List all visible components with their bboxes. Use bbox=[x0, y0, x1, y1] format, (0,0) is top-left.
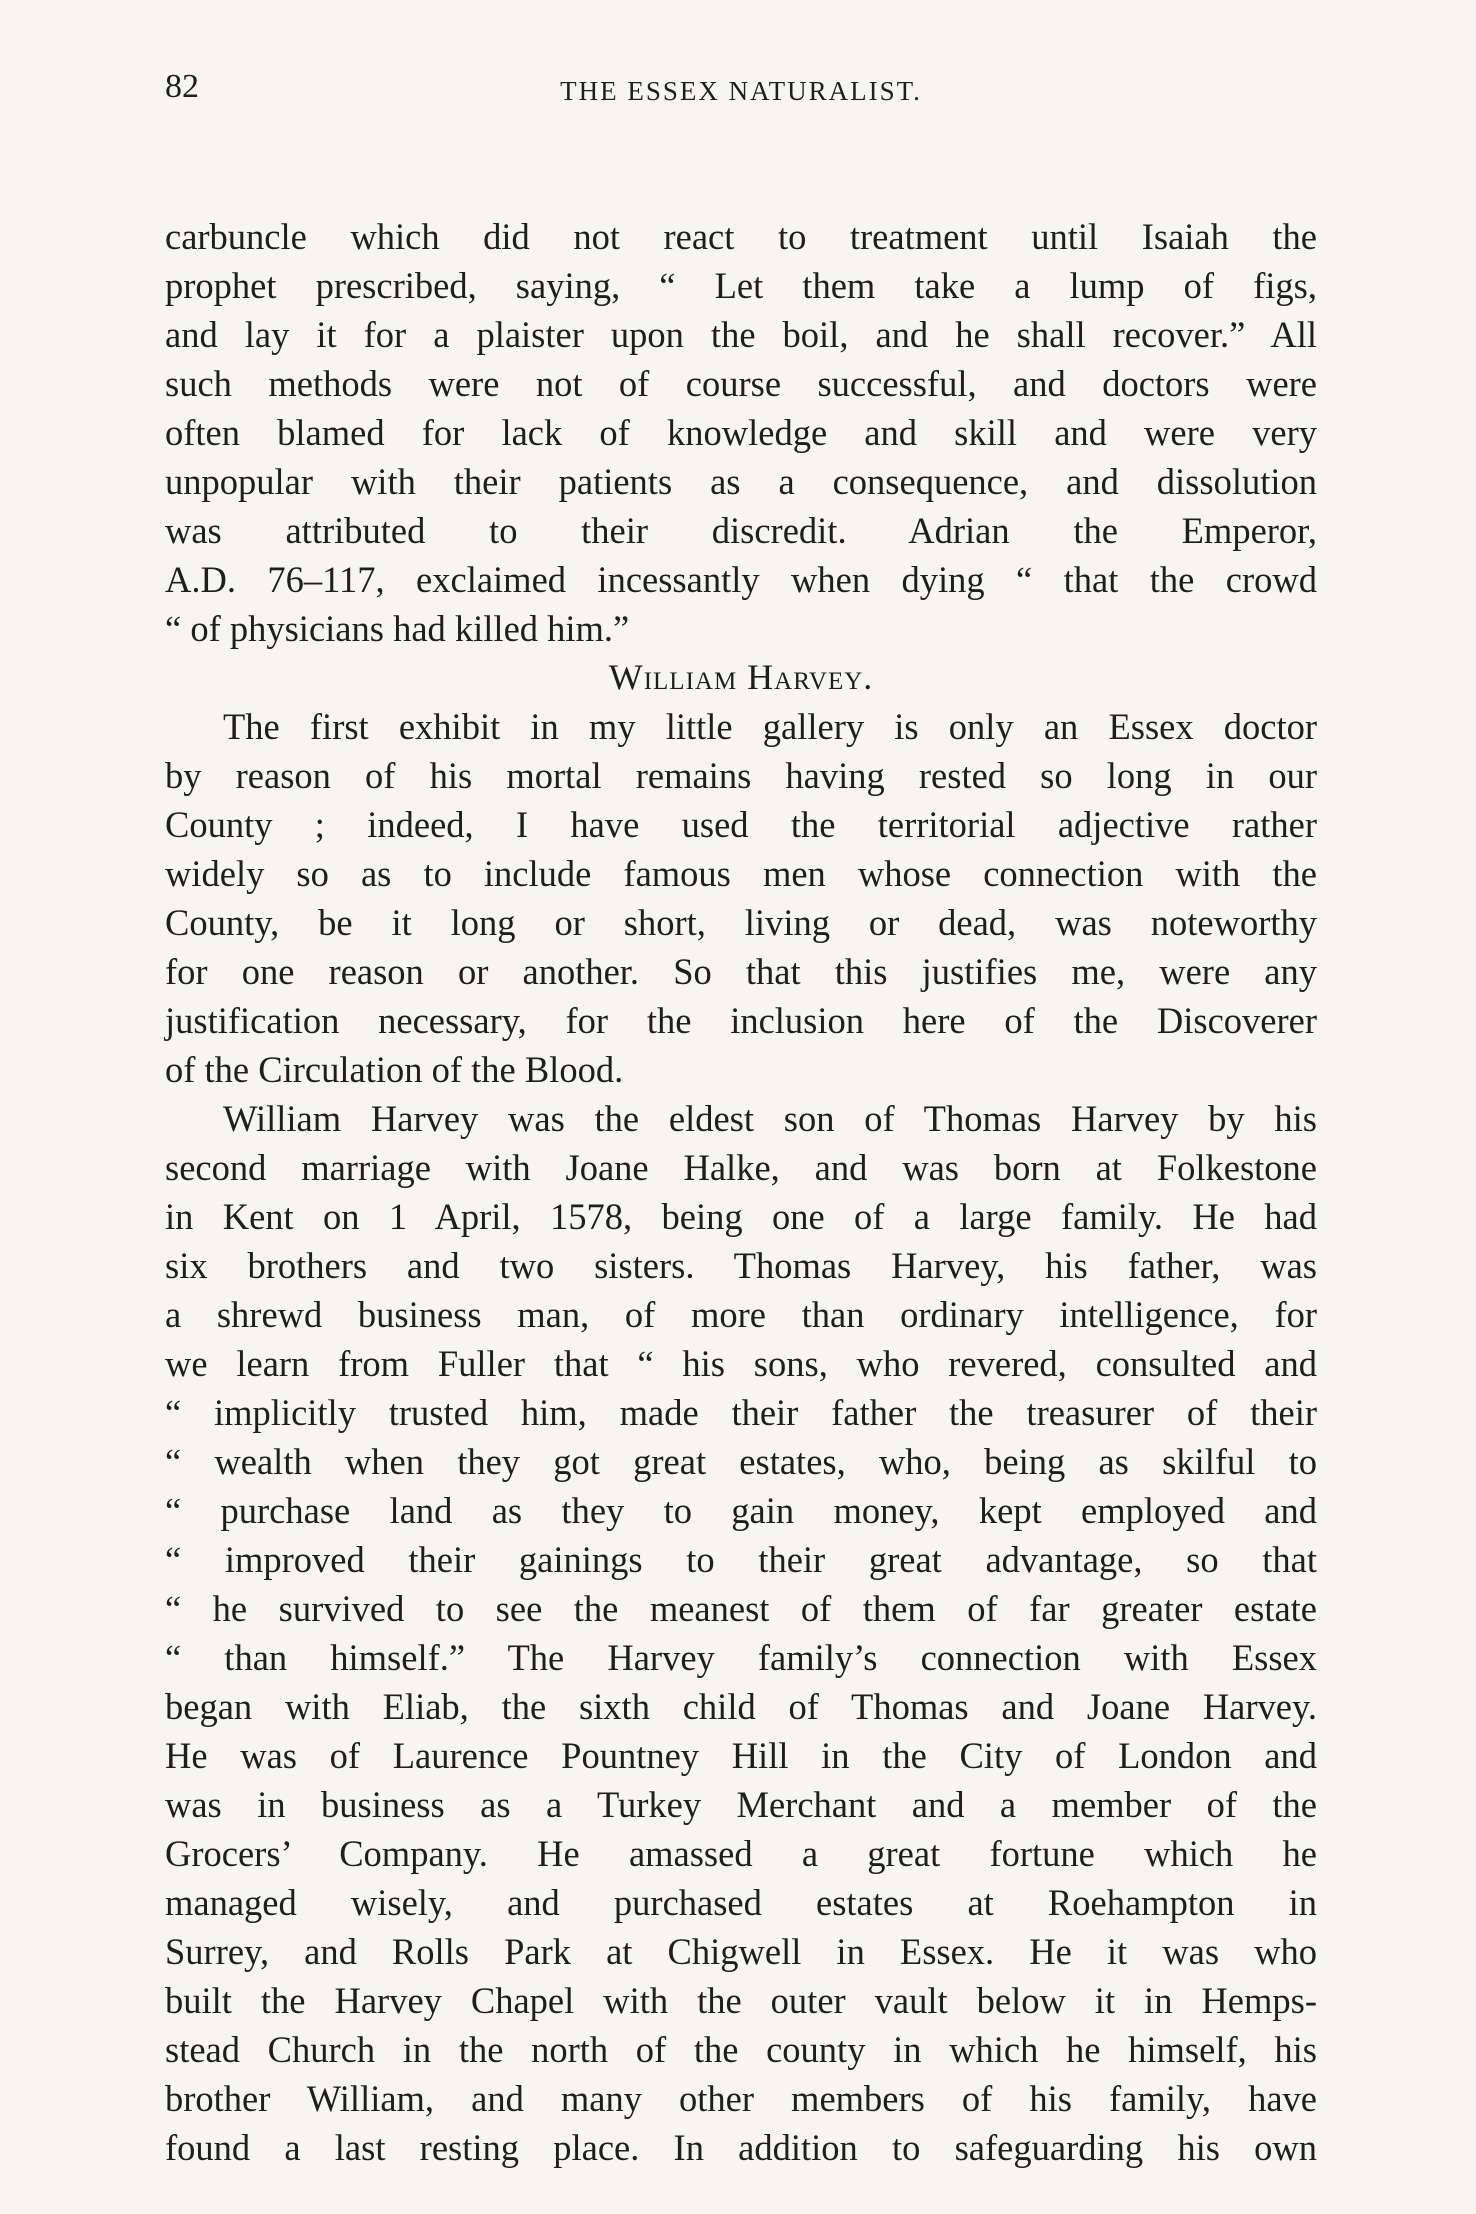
text-line: He was of Laurence Pountney Hill in the City of London and bbox=[165, 1735, 1317, 1776]
text-line: stead Church in the north of the county in which he himself, his bbox=[165, 2029, 1317, 2070]
text-line: “ improved their gainings to their great advantage, so that bbox=[165, 1539, 1317, 1580]
text-line: six brothers and two sisters. Thomas Harvey, his father, was bbox=[165, 1245, 1317, 1286]
text-line: “ purchase land as they to gain money, kept employed and bbox=[165, 1490, 1317, 1531]
text-line: “ wealth when they got great estates, who, being as skilful to bbox=[165, 1441, 1317, 1482]
text-line: “ of physicians had killed him.” bbox=[165, 608, 630, 649]
text-line: and lay it for a plaister upon the boil, and he shall recover.” All bbox=[165, 314, 1317, 355]
text-line: Grocers’ Company. He amassed a great fortune which he bbox=[165, 1833, 1317, 1874]
text-line: prophet prescribed, saying, “ Let them take a lump of figs, bbox=[165, 265, 1317, 306]
text-line: William Harvey was the eldest son of Thomas Harvey by his bbox=[223, 1098, 1317, 1139]
text-line: often blamed for lack of knowledge and skill and were very bbox=[165, 412, 1317, 453]
text-line: by reason of his mortal remains having rested so long in our bbox=[165, 755, 1317, 796]
text-line: A.D. 76–117, exclaimed incessantly when dying “ that the crowd bbox=[165, 559, 1317, 600]
text-line: County, be it long or short, living or dead, was noteworthy bbox=[165, 902, 1317, 943]
text-line: such methods were not of course successful, and doctors were bbox=[165, 363, 1317, 404]
text-line: was in business as a Turkey Merchant and a member of the bbox=[165, 1784, 1317, 1825]
text-line: carbuncle which did not react to treatment until Isaiah the bbox=[165, 216, 1317, 257]
text-line: began with Eliab, the sixth child of Thomas and Joane Harvey. bbox=[165, 1686, 1317, 1727]
running-head bbox=[165, 60, 1317, 124]
text-line: “ than himself.” The Harvey family’s connection with Essex bbox=[165, 1637, 1317, 1678]
text-line: justification necessary, for the inclusion here of the Discoverer bbox=[165, 1000, 1317, 1041]
text-line: for one reason or another. So that this justifies me, were any bbox=[165, 951, 1317, 992]
text-line: unpopular with their patients as a consequence, and dissolution bbox=[165, 461, 1317, 502]
text-line: found a last resting place. In addition to safeguarding his own bbox=[165, 2127, 1317, 2168]
text-line: built the Harvey Chapel with the outer vault below it in Hemps- bbox=[165, 1980, 1317, 2021]
text-line: in Kent on 1 April, 1578, being one of a large family. He had bbox=[165, 1196, 1317, 1237]
text-line: widely so as to include famous men whose connection with the bbox=[165, 853, 1317, 894]
text-line: second marriage with Joane Halke, and was born at Folkestone bbox=[165, 1147, 1317, 1188]
text-line: “ he survived to see the meanest of them of far greater estate bbox=[165, 1588, 1317, 1629]
section-heading: William Harvey. bbox=[608, 657, 874, 697]
text-line: of the Circulation of the Blood. bbox=[165, 1049, 624, 1090]
text-line: Surrey, and Rolls Park at Chigwell in Essex. He it was who bbox=[165, 1931, 1317, 1972]
document-page bbox=[165, 60, 1317, 2172]
text-line: was attributed to their discredit. Adrian the Emperor, bbox=[165, 510, 1317, 551]
text-line: managed wisely, and purchased estates at Roehampton in bbox=[165, 1882, 1317, 1923]
text-line: County ; indeed, I have used the territorial adjective rather bbox=[165, 804, 1317, 845]
text-line: we learn from Fuller that “ his sons, who revered, consulted and bbox=[165, 1343, 1317, 1384]
journal-title: THE ESSEX NATURALIST. bbox=[560, 76, 922, 106]
text-line: “ implicitly trusted him, made their father the treasurer of their bbox=[165, 1392, 1317, 1433]
text-line: brother William, and many other members of his family, have bbox=[165, 2078, 1317, 2119]
page-number: 82 bbox=[165, 68, 199, 105]
text-line: a shrewd business man, of more than ordinary intelligence, for bbox=[165, 1294, 1317, 1335]
body-text bbox=[165, 212, 1317, 2172]
text-line: The first exhibit in my little gallery is only an Essex doctor bbox=[223, 706, 1317, 747]
